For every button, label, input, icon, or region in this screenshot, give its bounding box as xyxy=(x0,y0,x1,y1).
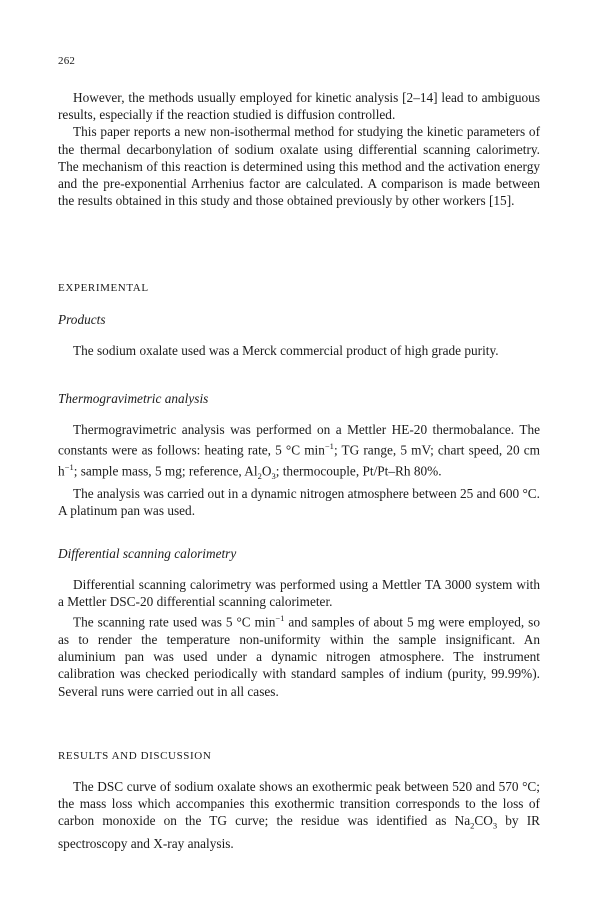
section-heading-results-and-discussion: RESULTS AND DISCUSSION xyxy=(58,750,212,762)
products-section xyxy=(58,342,540,359)
tga-paragraph-1: Thermogravimetric analysis was performed on a Mettler HE-20 thermobalance. The constants were as follows: heating rate, 5 °C $\min^{-1}$; TG range, 5 mV; chart speed, 20 cm $h^{-1}$; sample mass, 5 mg; reference, $Al_2O_3$; thermocouple, Pt/Pt–Rh 80%. xyxy=(58,422,540,481)
results-section xyxy=(58,778,540,852)
subheading-thermogravimetric-analysis: Thermogravimetric analysis xyxy=(58,391,209,406)
intro-section xyxy=(58,89,540,209)
subheading-differential-scanning-calorimetry: Differential scanning calorimetry xyxy=(58,546,237,561)
dsc-paragraph-1: Differential scanning calorimetry was performed using a Mettler TA 3000 system with a Mettler DSC-20 differential scanning calorimeter. xyxy=(58,577,540,610)
section-heading-experimental: EXPERIMENTAL xyxy=(58,282,149,294)
intro-paragraph-1: However, the methods usually employed for kinetic analysis [2–14] lead to ambiguous results, especially if the reaction studied is diffusion controlled. xyxy=(58,90,540,123)
dsc-section xyxy=(58,576,540,700)
tga-paragraph-2: The analysis was carried out in a dynamic nitrogen atmosphere between 25 and 600 °C. A platinum pan was used. xyxy=(58,486,540,519)
page-number: 262 xyxy=(58,55,76,67)
results-paragraph-1: The DSC curve of sodium oxalate shows an exothermic peak between 520 and 570 °C; the mass loss which accompanies this exothermic transition corresponds to the loss of carbon monoxide on the TG curve; the residue was identified as $Na_2CO_3$ by IR spectroscopy and X-ray analysis. xyxy=(58,779,541,852)
intro-paragraph-2: This paper reports a new non-isothermal method for studying the kinetic parameters of the thermal decarbonylation of sodium oxalate using differential scanning calorimetry. The mechanism of this reaction is determined using this method and the activation energy and the pre-exponential Arrhenius factor are calculated. A comparison is made between the results obtained in this study and those obtained previously by other workers [15]. xyxy=(58,124,540,209)
tga-section xyxy=(58,421,540,520)
products-paragraph: The sodium oxalate used was a Merck commercial product of high grade purity. xyxy=(73,343,499,358)
subheading-products: Products xyxy=(58,312,106,327)
dsc-paragraph-2: The scanning rate used was 5 °C $\min^{-1}$ and samples of about 5 mg were employed, so as to render the temperature non-uniformity within the sample insignificant. An aluminium pan was used under a dynamic nitrogen atmosphere. The instrument calibration was checked periodically with standard samples of indium (purity, 99.99%). Several runs were carried out in all cases. xyxy=(58,613,540,699)
